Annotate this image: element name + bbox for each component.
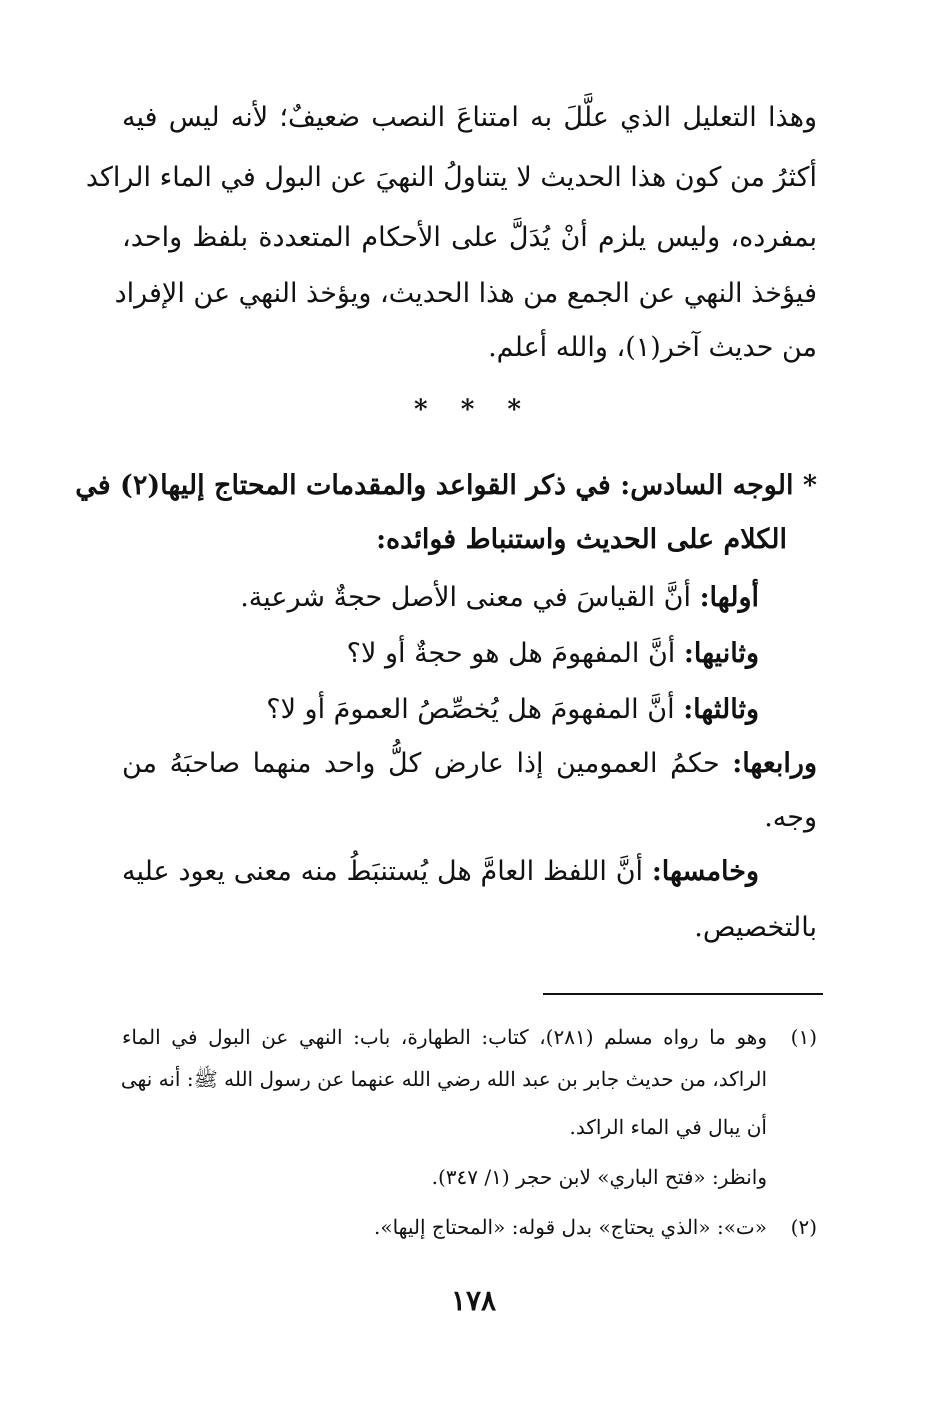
footnote-1-line-2: الراكد، من حديث جابر بن عبد الله رضي الله عنهما عن رسول الله ﷺ: أنه نهى [120, 1067, 767, 1091]
item-label: وخامسها: [651, 856, 759, 887]
page-number: ١٧٨ [450, 1284, 497, 1317]
section-heading-line-1: * الوجه السادس: في ذكر القواعد والمقدمات المحتاج إليها(٢) في [75, 470, 817, 501]
list-item [119, 578, 759, 618]
footnote-1-line-1: وهو ما رواه مسلم (٢٨١)، كتاب: الطهارة، باب: النهي عن البول في الماء [122, 1025, 767, 1049]
footnote-separator [543, 993, 823, 995]
item-text: حكمُ العمومين إذا عارض كلُّ واحد منهما صاحبَهُ من [122, 748, 720, 779]
item-label: وثانيها: [683, 638, 759, 669]
list-item [119, 690, 759, 730]
paragraph-line-5: من حديث آخر(١)، والله أعلم. [488, 332, 817, 363]
footnote-1-line-4: وانظر: «فتح الباري» لابن حجر (١/ ٣٤٧). [431, 1165, 767, 1189]
footnote-1-line-3: أن يبال في الماء الراكد. [569, 1115, 767, 1139]
section-heading-line-2: الكلام على الحديث واستنباط فوائده: [376, 524, 787, 555]
list-item-5-line-1 [122, 852, 759, 892]
item-label: أولها: [699, 582, 759, 613]
footnote-2-line-1: «ت»: «الذي يحتاج» بدل قوله: «المحتاج إليها». [373, 1215, 767, 1239]
footnote-number-1: (١) [790, 1025, 817, 1049]
list-item-4-line-1 [122, 744, 817, 784]
paragraph-line-3: بمفرده، وليس يلزم أنْ يُدَلَّ على الأحكام المتعددة بلفظ واحد، [122, 222, 817, 253]
paragraph-line-4: فيؤخذ النهي عن الجمع من هذا الحديث، ويؤخذ النهي عن الإفراد [114, 278, 817, 309]
item-label: وثالثها: [683, 694, 759, 725]
item-text: أنَّ القياسَ في معنى الأصل حجةٌ شرعية. [240, 582, 691, 613]
paragraph-line-2: أكثرُ من كون هذا الحديث لا يتناولُ النهيَ عن البول في الماء الراكد [85, 162, 817, 193]
section-separator: * * * [414, 395, 533, 425]
item-text: أنَّ المفهومَ هل يُخصِّصُ العمومَ أو لا؟ [266, 694, 675, 725]
list-item-4-line-2: وجه. [764, 802, 817, 833]
list-item-5-line-2: بالتخصيص. [694, 912, 817, 943]
footnote-number-2: (٢) [790, 1215, 817, 1239]
paragraph-line-1: وهذا التعليل الذي علَّلَ به امتناعَ النصب ضعيفٌ؛ لأنه ليس فيه [122, 102, 817, 133]
item-text: أنَّ اللفظ العامَّ هل يُستنبَطُ منه معنى يعود عليه [122, 856, 644, 887]
list-item [119, 634, 759, 674]
item-text: أنَّ المفهومَ هل هو حجةٌ أو لا؟ [346, 638, 676, 669]
item-label: ورابعها: [732, 748, 817, 779]
